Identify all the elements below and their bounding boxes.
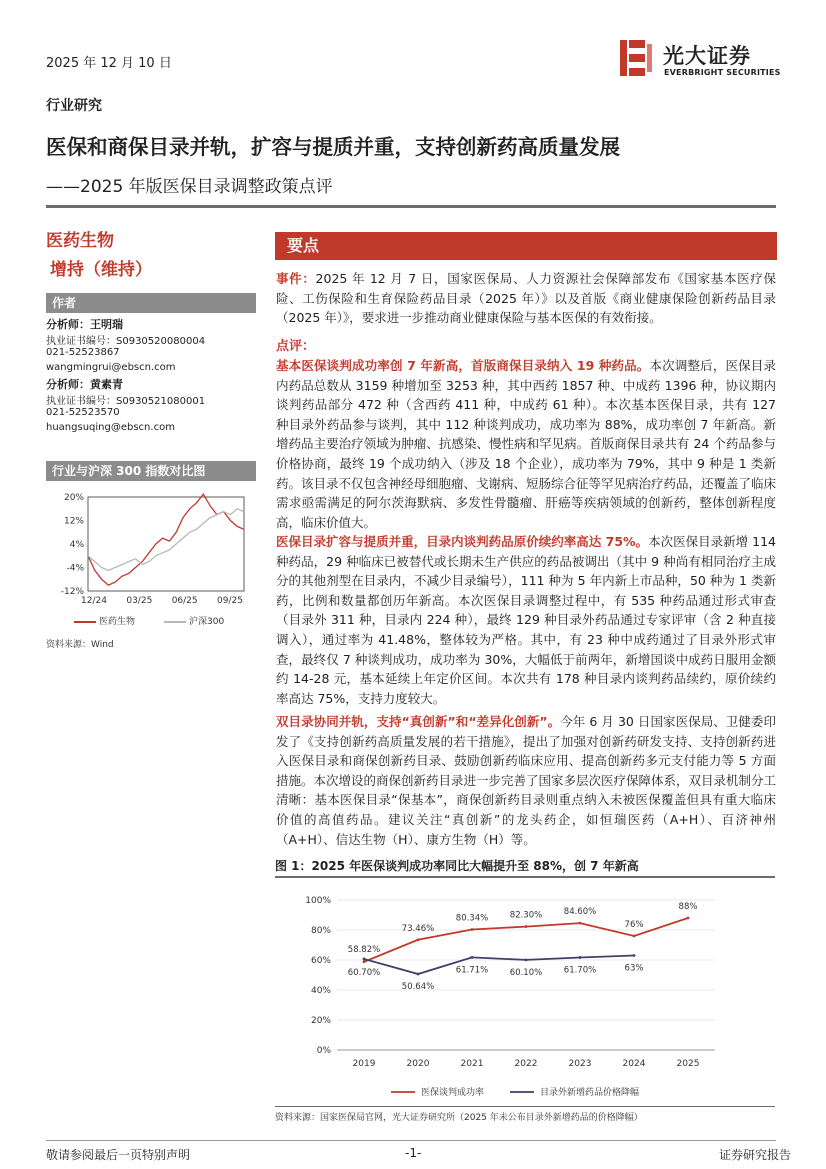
brand-name-en: EVERBRIGHT SECURITIES bbox=[664, 68, 781, 77]
success-rate-point bbox=[417, 938, 420, 941]
price-cut-point bbox=[579, 956, 582, 959]
price-cut-point bbox=[417, 973, 420, 976]
success-rate-label: 76% bbox=[624, 920, 644, 930]
price-cut-point bbox=[363, 958, 366, 961]
page-number: -1- bbox=[405, 1146, 422, 1160]
paragraph-2-text: 本次医保目录新增 114 种药品，29 种临床已被替代或长期未生产供应的药品被调出（其中 9 种尚有相同治疗主成分的其他剂型在目录内，不减少目录编号），111 种为 5 年内新上市品种，50 种为 1 类新药，比例和数量都创历年新高。本次医保目录调整过程中，有 535 种药品通过形式审查（目录外 311 种，目录内 224 种），最终 129 种目录外药品通过专家评审（含 2 种直接调入），通过率为 41.48%，整体较为严格。其中，有 23 种中成药通过了目录外形式审查，最终仅 7 种谈判成功，成功率为 30%，大幅低于前两年，新增国谈中成药日服用金额约 14-28 元，基本延续上年定价区间。本次共有 178 种目录内谈判药品续约，原价续约率高达 75%，支持力度较大。 bbox=[276, 534, 776, 706]
success-rate-point bbox=[471, 928, 474, 931]
success-rate-label: 88% bbox=[678, 902, 698, 912]
author-1-phone: 021-52523867 bbox=[46, 347, 120, 358]
report-date: 2025 年 12 月 10 日 bbox=[46, 56, 172, 71]
perf-chart-x-tick: 06/25 bbox=[171, 596, 198, 606]
main-chart-y-tick: 0% bbox=[316, 1046, 331, 1056]
perf-chart-y-tick: -12% bbox=[60, 587, 84, 597]
main-chart-y-tick: 60% bbox=[310, 956, 331, 966]
perf-chart-y-tick: -4% bbox=[66, 563, 84, 574]
success-rate-point bbox=[687, 917, 690, 920]
perf-series-line-sector bbox=[88, 494, 244, 585]
price-cut-label: 60.70% bbox=[347, 967, 381, 978]
brand-name-cn: 光大证券 bbox=[663, 44, 751, 68]
paragraph-2 bbox=[276, 532, 776, 708]
footer-divider bbox=[46, 1140, 776, 1141]
page-title: 医保和商保目录并轨，扩容与提质并重，支持创新药高质量发展 bbox=[46, 135, 620, 159]
author-1-title bbox=[46, 316, 123, 332]
author-1-name: 王明瑞 bbox=[90, 318, 123, 331]
author-1-label: 分析师： bbox=[46, 318, 90, 331]
page-subtitle: ——2025 年版医保目录调整政策点评 bbox=[46, 177, 333, 197]
brand-logo bbox=[617, 38, 781, 82]
legend-swatch-sector bbox=[74, 621, 96, 623]
event-lead: 事件： bbox=[276, 271, 316, 286]
figure-1-chart bbox=[275, 880, 775, 1169]
author-2-phone: 021-52523570 bbox=[46, 407, 120, 418]
paragraph-2-lead: 医保目录扩容与提质并重，目录内谈判药品原价续约率高达 75%。 bbox=[276, 534, 649, 549]
paragraph-3 bbox=[276, 712, 776, 849]
price-cut-label: 61.70% bbox=[563, 965, 597, 976]
author-2-name: 黄素青 bbox=[90, 378, 123, 391]
perf-chart bbox=[46, 487, 258, 612]
event-paragraph bbox=[276, 269, 776, 328]
event-text: 2025 年 12 月 7 日，国家医保局、人力资源社会保障部发布《国家基本医疗保险、工伤保险和生育保险药品目录（2025 年）》以及首版《商业健康保险创新药品目录（2025 年）》，要求进一步推动商业健康保险与基本医保的有效衔接。 bbox=[276, 271, 776, 326]
figure-1-rule bbox=[275, 876, 775, 878]
author-2-title bbox=[46, 376, 123, 392]
perf-chart-y-tick: 20% bbox=[63, 493, 84, 503]
everbright-logo-icon bbox=[617, 38, 657, 78]
perf-chart-y-tick: 4% bbox=[69, 540, 84, 550]
price-cut-label: 61.71% bbox=[455, 965, 489, 976]
main-chart-x-tick: 2021 bbox=[460, 1059, 484, 1069]
doc-type: 行业研究 bbox=[46, 98, 102, 114]
main-chart-x-tick: 2023 bbox=[568, 1059, 592, 1069]
price-cut-point bbox=[525, 958, 528, 961]
success-rate-label: 84.60% bbox=[563, 907, 597, 918]
main-chart-x-tick: 2024 bbox=[622, 1059, 646, 1069]
main-chart-x-tick: 2020 bbox=[406, 1059, 430, 1069]
success-rate-label: 80.34% bbox=[455, 913, 489, 924]
success-rate-label: 73.46% bbox=[401, 923, 435, 934]
perf-chart-source: 资料来源：Wind bbox=[46, 640, 114, 650]
price-cut-point bbox=[633, 954, 636, 957]
title-divider bbox=[46, 205, 776, 208]
keypoints-header: 要点 bbox=[275, 232, 777, 260]
main-chart-y-tick: 40% bbox=[310, 986, 331, 996]
review-label: 点评： bbox=[276, 339, 316, 354]
author-1-cert: 执业证书编号：S0930520080004 bbox=[46, 336, 206, 347]
legend-label-price-cut: 目录外新增药品价格降幅 bbox=[540, 1088, 640, 1098]
legend-label-hs300: 沪深300 bbox=[189, 617, 225, 627]
footer-report-type: 证券研究报告 bbox=[719, 1148, 792, 1162]
author-2-label: 分析师： bbox=[46, 378, 90, 391]
authors-header: 作者 bbox=[46, 293, 256, 313]
perf-chart-y-tick: 12% bbox=[63, 516, 84, 527]
perf-chart-header: 行业与沪深 300 指数对比图 bbox=[46, 461, 256, 481]
figure-1-title: 图 1：2025 年医保谈判成功率同比大幅提升至 88%，创 7 年新高 bbox=[275, 859, 639, 873]
main-chart-y-tick: 100% bbox=[305, 896, 331, 906]
legend-label-sector: 医药生物 bbox=[99, 617, 136, 627]
author-2-email[interactable]: huangsuqing@ebscn.com bbox=[46, 422, 175, 433]
main-chart-x-tick: 2022 bbox=[514, 1059, 538, 1069]
success-rate-label: 58.82% bbox=[347, 944, 381, 955]
paragraph-1-lead: 基本医保谈判成功率创 7 年新高，首版商保目录纳入 19 种药品。 bbox=[276, 358, 650, 373]
legend-swatch-hs300 bbox=[164, 621, 186, 623]
price-cut-label: 50.64% bbox=[401, 982, 435, 993]
perf-chart-x-tick: 12/24 bbox=[81, 596, 107, 606]
success-rate-point bbox=[579, 922, 582, 925]
price-cut-label: 60.10% bbox=[509, 967, 543, 978]
price-cut-point bbox=[471, 956, 474, 959]
perf-chart-frame bbox=[88, 497, 244, 591]
success-rate-label: 82.30% bbox=[509, 910, 543, 921]
paragraph-1-text: 本次调整后，医保目录内药品总数从 3159 种增加至 3253 种，其中西药 1857 种、中成药 1396 种，协议期内谈判药品部分 472 种（含西药 411 种，中成药 61 种）。本次基本医保目录，共有 127 种目录外药品参与谈判，其中 112 种谈判成功，成功率为 88%，成功率创 7 年新高。新增药品主要治疗领域为肿瘤、抗感染、慢性病和罕见病。首版商保目录共有 24 个药品参与价格协商，最终 19 个成功纳入（涉及 18 个企业），成功率为 79%，其中 9 种是 1 类新药。该目录不仅包含神经母细胞瘤、戈谢病、短肠综合征等罕见病治疗药品，还覆盖了临床需求亟需满足的阿尔茨海默病、多发性骨髓瘤、肝癌等疾病领域的创新药，整体创新程度高，临床价值大。 bbox=[276, 358, 777, 530]
success-rate-point bbox=[633, 935, 636, 938]
legend-label-success-rate: 医保谈判成功率 bbox=[421, 1088, 485, 1098]
perf-chart-x-tick: 03/25 bbox=[126, 596, 153, 606]
success-rate-point bbox=[525, 925, 528, 928]
figure-1-source-rule bbox=[275, 1106, 775, 1107]
main-chart-x-tick: 2019 bbox=[352, 1059, 376, 1069]
price-cut-label: 63% bbox=[624, 963, 644, 974]
author-1-email[interactable]: wangmingrui@ebscn.com bbox=[46, 362, 176, 373]
success-rate-point bbox=[363, 960, 366, 963]
paragraph-3-text: 今年 6 月 30 日国家医保局、卫健委印发了《支持创新药高质量发展的若干措施》，提出了加强对创新药研发支持、支持创新药进入医保目录和商保创新药目录、鼓励创新药临床应用、提高创新药多元支付能力等 5 方面措施。本次增设的商保创新药目录进一步完善了国家多层次医疗保障体系，双目录机制分工清晰：基本医保目录“保基本”，商保创新药目录则重点纳入未被医保覆盖但具有重大临床价值的高值药品。建议关注“真创新”的龙头药企，如恒瑞医药（A+H）、百济神州（A+H）、信达生物（H）、康方生物（H）等。 bbox=[276, 714, 777, 847]
figure-1-source: 资料来源：国家医保局官网，光大证券研究所（2025 年未公布目录外新增药品的价格降幅） bbox=[275, 1113, 643, 1123]
perf-chart-legend bbox=[46, 614, 258, 630]
main-chart-x-tick: 2025 bbox=[676, 1059, 700, 1069]
footer-disclaimer[interactable]: 敬请参阅最后一页特别声明 bbox=[46, 1148, 191, 1162]
perf-chart-x-tick: 09/25 bbox=[217, 596, 243, 606]
paragraph-1 bbox=[276, 356, 776, 532]
author-2-cert: 执业证书编号：S0930521080001 bbox=[46, 396, 206, 407]
main-chart-y-tick: 80% bbox=[310, 926, 331, 936]
sector-name: 医药生物 bbox=[46, 231, 114, 251]
main-chart-y-tick: 20% bbox=[310, 1016, 331, 1026]
sector-rating: 增持（维持） bbox=[50, 260, 152, 280]
paragraph-3-lead: 双目录协同并轨，支持“真创新”和“差异化创新”。 bbox=[276, 714, 561, 729]
